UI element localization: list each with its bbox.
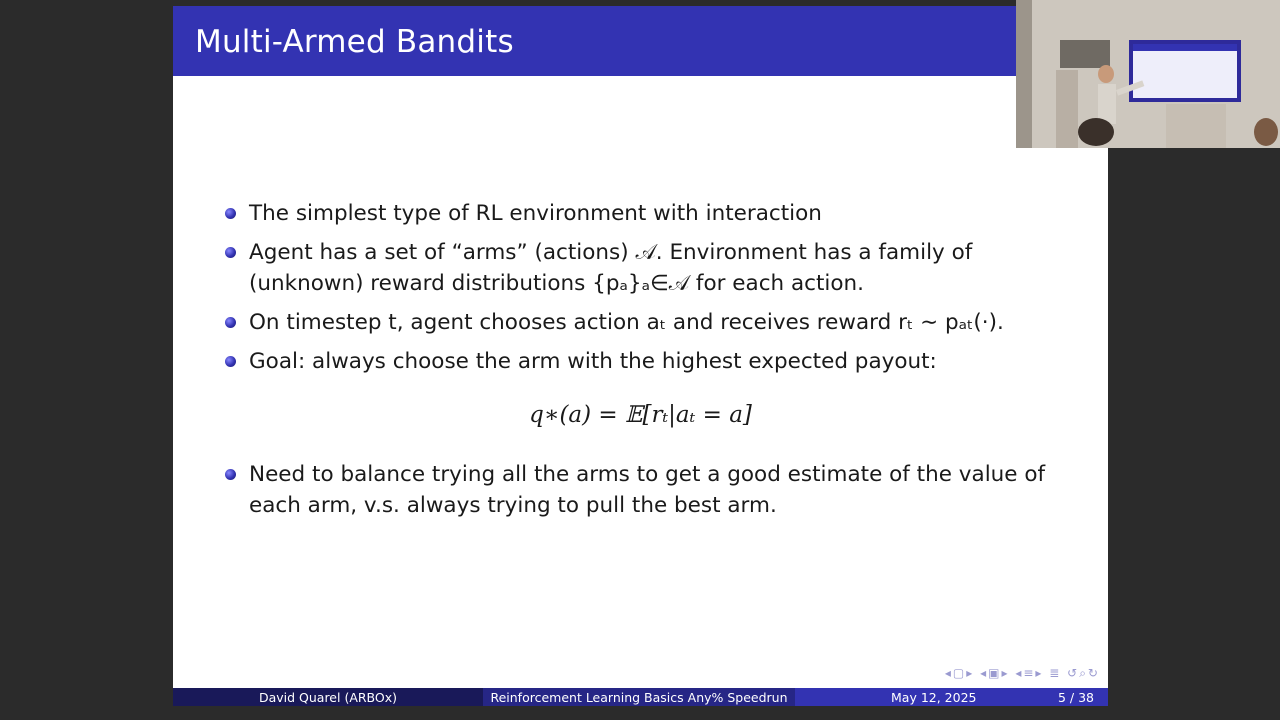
webcam-scene-image bbox=[1016, 0, 1280, 148]
nav-section-icon[interactable]: ≡ bbox=[1023, 666, 1036, 680]
value-equation: q∗(a) = 𝔼[rₜ|aₜ = a] bbox=[529, 402, 752, 428]
footer-date: May 12, 2025 bbox=[891, 689, 977, 705]
bullet-text: Agent has a set of “arms” (actions) 𝒜. Environment has a family of (unknown) reward distributions {pₐ}ₐ∈𝒜 for each action. bbox=[249, 240, 973, 296]
presentation-slide bbox=[173, 6, 1108, 706]
bullet-dot-icon bbox=[225, 469, 236, 480]
bullet-item bbox=[225, 198, 1065, 229]
footer-page-number: 5 / 38 bbox=[1057, 689, 1094, 705]
nav-frame-next-icon[interactable]: ▸ bbox=[966, 666, 975, 680]
bullet-list-2 bbox=[225, 459, 1065, 529]
nav-section-next-icon[interactable]: ▸ bbox=[1035, 666, 1044, 680]
bullet-item bbox=[225, 237, 1065, 299]
bullet-list bbox=[225, 198, 1065, 385]
footer-talk-title: Reinforcement Learning Basics Any% Speedrun bbox=[483, 688, 795, 706]
bullet-text: Need to balance trying all the arms to get a good estimate of the value of each arm, v.s. always trying to pull the best arm. bbox=[249, 462, 1046, 518]
bullet-text: The simplest type of RL environment with interaction bbox=[249, 201, 822, 226]
bullet-item bbox=[225, 459, 1065, 521]
bullet-dot-icon bbox=[225, 317, 236, 328]
nav-subsection-prev-icon[interactable]: ◂ bbox=[980, 666, 989, 680]
nav-subsection-icon[interactable]: ▣ bbox=[988, 666, 1002, 680]
slide-header-bar bbox=[173, 6, 1108, 76]
nav-section-prev-icon[interactable]: ◂ bbox=[1015, 666, 1024, 680]
nav-frame-prev-icon[interactable]: ◂ bbox=[944, 666, 953, 680]
footer-author: David Quarel (ARBOx) bbox=[173, 688, 483, 706]
webcam-video-feed bbox=[1016, 0, 1280, 148]
bullet-dot-icon bbox=[225, 356, 236, 367]
slide-title: Multi-Armed Bandits bbox=[195, 24, 514, 60]
nav-search-icon[interactable]: ↺⌕↻ bbox=[1067, 666, 1100, 680]
bullet-text: Goal: always choose the arm with the highest expected payout: bbox=[249, 349, 937, 374]
nav-frame-icon[interactable]: ▢ bbox=[952, 666, 967, 680]
bullet-text: On timestep t, agent chooses action aₜ and receives reward rₜ ∼ pₐₜ(·). bbox=[249, 310, 1004, 335]
bullet-item bbox=[225, 346, 1065, 377]
bullet-dot-icon bbox=[225, 208, 236, 219]
nav-subsection-next-icon[interactable]: ▸ bbox=[1001, 666, 1010, 680]
bullet-item bbox=[225, 307, 1065, 338]
footer-date-page bbox=[795, 688, 1108, 706]
beamer-navigation bbox=[945, 666, 1100, 681]
slide-footer bbox=[173, 688, 1108, 706]
nav-toc-icon[interactable]: ≣ bbox=[1049, 666, 1062, 680]
bullet-dot-icon bbox=[225, 247, 236, 258]
